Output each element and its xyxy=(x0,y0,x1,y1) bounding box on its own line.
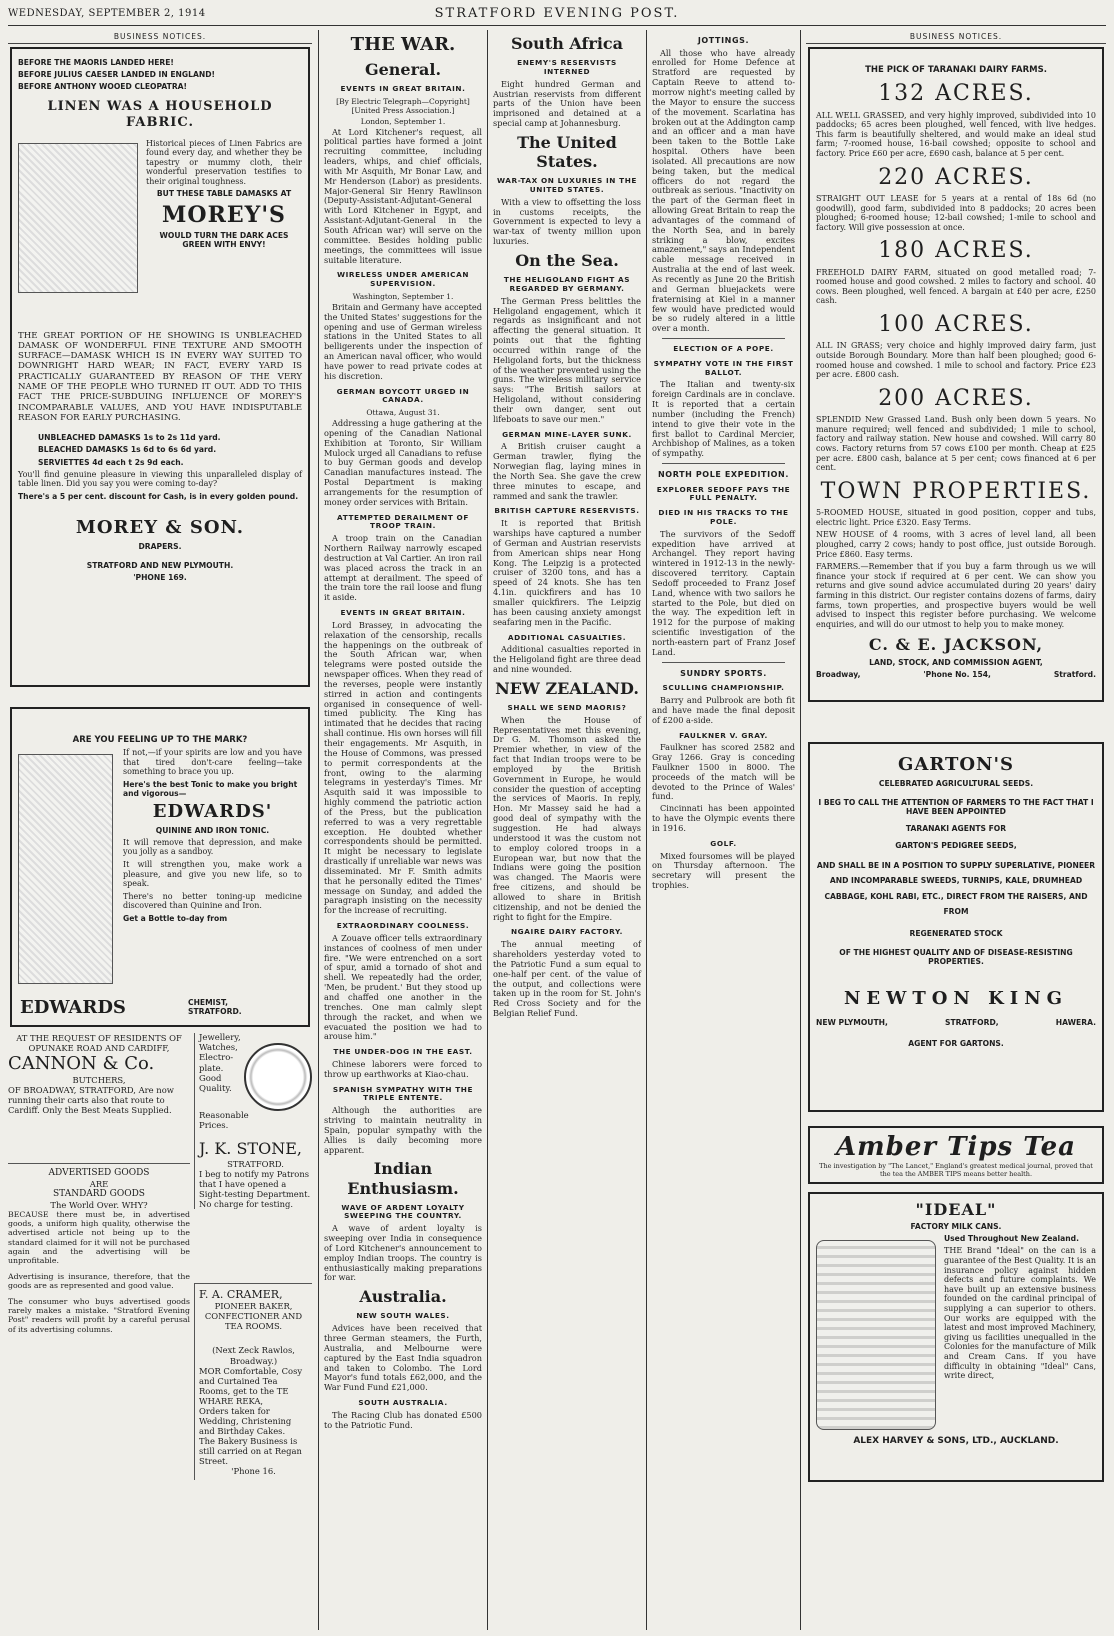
ideal-milk-cans-ad xyxy=(808,1192,1104,1482)
notice-title: ADVERTISED GOODS xyxy=(48,1168,150,1178)
section-heading: General. xyxy=(364,59,442,79)
article-heading: SYMPATHY VOTE IN THE FIRST BALLOT. xyxy=(653,358,794,377)
listing-text: SPLENDID New Grassed Land. Bush only been down 5 years. No manure required; well fenced and subdivided; 1 mile to school, factory and railway station. New house and cowshed. Will carry 80 cows. Factory returns from 57 cows £100 per month. Cheap at £25 per acre. £800 cash, balance at 5 per cent; cows financed at 6 per cent. xyxy=(816,415,1096,473)
section-heading: On the Sea. xyxy=(515,251,619,270)
listing-text: ALL WELL GRASSED, and very highly improved, subdivided into 10 paddocks; 65 acres been ploughed, well fenced, with live hedges. This farm is beautifully sheltered, and would make an ideal stud farm; 7-roomed house, 16-bail cowshed; opposite to school and factory. Price £60 per acre, £690 cash, balance at 5 per cent. xyxy=(816,110,1096,158)
ad-line: Orders taken for Wedding, Christening and Birthday Cakes. xyxy=(199,1405,292,1437)
article-heading: THE HELIGOLAND FIGHT AS REGARDED BY GERMANY. xyxy=(503,275,631,293)
article-body: Eight hundred German and Austrian reservists from different parts of the Union have been imprisoned and detained at a special camp at Johannesburg. xyxy=(493,78,641,129)
article-body: Chinese laborers were forced to throw up earthworks at Kiao-chau. xyxy=(324,1058,482,1079)
article-body: It is reported that British warships have captured a number of German and Austrian reservists from American ships near Hong Kong. The Leipzig is a protected cruiser of 3200 tons, and has a speed of 24 knots. She has ten 4.1in. quickfirers and has 10 smaller quickfirers. The Leipzig has been causing anxiety amongst seafaring men in the Pacific. xyxy=(493,518,641,627)
ad-line: AGENT FOR GARTONS. xyxy=(908,1038,1004,1048)
town: HAWERA. xyxy=(1055,1017,1096,1027)
article-heading: WIRELESS UNDER AMERICAN SUPERVISION. xyxy=(336,270,470,289)
firm-role: LAND, STOCK, AND COMMISSION AGENT, xyxy=(869,657,1043,667)
article-body: Britain and Germany have accepted the United States' suggestions for the opening and use of German wireless stations in the United States to all belligerents under the inspection of an American naval officer, who would have power to read private codes at his discretion. xyxy=(324,301,482,381)
column-war-news xyxy=(489,30,645,1630)
ad-items: Jewellery, Watches, Electro-plate. Good Quality. Reasonable Prices. xyxy=(199,1033,249,1132)
ad-line: OF THE HIGHEST QUALITY AND OF DISEASE-RESISTING PROPERTIES. xyxy=(839,948,1073,967)
article-body: The survivors of the Sedoff expedition have arrived at Archangel. They report having wintered in 1912-13 in the newly-discovered territory. Captain Sedoff proceeded to Franz Josef Land, whence with two sailors he started to the Pole, but died on the way. The expedition left in 1912 for the purpose of making scientific investigation of the north-eastern part of Franz Josef Land. xyxy=(652,528,795,657)
divider xyxy=(662,662,785,663)
ad-line: GARTON'S PEDIGREE SEEDS, xyxy=(895,841,1017,851)
article-body: The German Press belittles the Heligoland engagement, which it regards as insignificant and not affecting the general situation. It points out that the fighting occurred within range of the Heligoland forts, but the thickness of the weather prevented using the guns. The wireless military service says: "The British sailors at Heligoland, without considering their own danger, sent out lifeboats to save our men." xyxy=(493,295,641,424)
article-body: Lord Brassey, in advocating the relaxation of the censorship, recalls the happenings on the outbreak of the South African war, when telegrams were posted outside the newspaper offices. When they read of the reverses, people were instantly stirred in action and contingents organised in consequence of well-timed publicity. The King has intimated that he decides that racing shall continue. His own horses will fill their engagements. Mr Asquith, in the House of Commons, was pressed to permit correspondents at the front, owing to the alarming telegrams in yesterday's Times. Mr Asquith said it was impossible to highly commend the patriotic action of the Press, but the publication referred to was a very regrettable exception. He doubted whether correspondents should be permitted. It might be necessary to legislate drastically if unreliable war news was disseminated. Mr F. Smith admits that he personally edited the Times' message on Sunday, and added the paragraph insisting on the necessity for the increase of recruiting. xyxy=(324,619,482,916)
firm-name: J. K. STONE, xyxy=(199,1139,302,1159)
firm-phone: 'PHONE 169. xyxy=(133,572,187,582)
ad-line: The Bakery Business is still carried on at Regan Street. xyxy=(199,1436,302,1467)
firm-name: ALEX HARVEY & SONS, LTD., AUCKLAND. xyxy=(853,1436,1059,1447)
column-rule xyxy=(646,30,647,1630)
price-line: UNBLEACHED DAMASKS 1s to 2s 11d yard. xyxy=(38,433,221,443)
firm-town: STRATFORD AND NEW PLYMOUTH. xyxy=(86,560,234,570)
ad-line: OF BROADWAY, STRATFORD, Are now running their carts also that route to Cardiff. Only the Best Meats Supplied. xyxy=(8,1084,174,1115)
column-jottings xyxy=(648,30,799,1630)
notice-title: ARE xyxy=(89,1178,109,1189)
article-heading: WAVE OF ARDENT LOYALTY SWEEPING THE COUNTRY. xyxy=(341,1202,465,1221)
listing-text: STRAIGHT OUT LEASE for 5 years at a rental of 18s 6d (no goodwill), good farm, subdivided into 8 paddocks; 20 acres been ploughed; 6-roomed house; 12-bail cowshed; 1-mile to school and factory. Will give possession at once. xyxy=(816,193,1096,232)
article-heading: GERMAN MINE-LAYER SUNK. xyxy=(502,429,632,439)
discount-line: There's a 5 per cent. discount for Cash, is in every golden pound. xyxy=(18,491,299,501)
article-heading: ATTEMPTED DERAILMENT OF TROOP TRAIN. xyxy=(337,512,469,531)
section-heading: South Africa xyxy=(510,34,624,53)
article-heading: EVENTS IN GREAT BRITAIN. xyxy=(340,83,466,93)
article-heading: EXPLORER SEDOFF PAYS THE FULL PENALTY. xyxy=(656,484,791,503)
lower-ads xyxy=(8,1033,312,1553)
article-body: The annual meeting of shareholders yesterday voted to the Patriotic Fund a sum equal to one-half per cent. of the value of the output, and collections were taken up in the room for St. John's Red Cross Society and for the Belgian Relief Fund. xyxy=(493,939,641,1019)
gentleman-illustration xyxy=(18,754,113,984)
acreage-heading: 100 ACRES. xyxy=(878,312,1034,338)
article-heading: ELECTION OF A POPE. xyxy=(673,344,774,354)
article-heading: ADDITIONAL CASUALTIES. xyxy=(507,632,627,642)
article-body: A British cruiser caught a German trawler, flying the Norwegian flag, laying mines in the North Sea. She gave the crew three minutes to escape, and rammed and sank the trawler. xyxy=(493,441,641,501)
section-heading: The United States. xyxy=(517,132,617,172)
section-heading: NORTH POLE EXPEDITION. xyxy=(658,470,789,480)
ad-line: AND SHALL BE IN A POSITION TO SUPPLY SUPERLATIVE, PIONEER AND INCOMPARABLE SWEEDS, TURNIPS, KALE, DRUMHEAD CABBAGE, KOHL RABI, ETC., DIRECT FROM THE RAISERS, AND FROM xyxy=(816,861,1096,916)
notice-body: The consumer who buys advertised goods rarely makes a mistake. "Stratford Evening Post" readers will profit by a careful perusal of its advertising columns. xyxy=(8,1296,190,1334)
dateline: Washington, September 1. xyxy=(352,291,454,301)
section-heading: JOTTINGS. xyxy=(697,36,750,45)
advertised-goods-notice xyxy=(8,1163,190,1334)
ad-body: THE GREAT PORTION OF HE SHOWING IS UNBLEACHED DAMASK OF WONDERFUL FINE TEXTURE AND SMOOTH SURFACE—DAMASK WHICH IS IN EVERY WAY SUITED TO DOWNRIGHT HARD WEAR; IN FACT, EVERY YARD IS PRACTICALLY GUARANTEED BY REASON OF THE VERY NAME OF THE PEOPLE WHO TURNED IT OUT. ADD TO THIS FACT THE PRICE-SUBDUING INFLUENCE OF MOREY'S INCOMPARABLE VALUES, AND YOU HAVE INDISPUTABLE REASON FOR EARLY PURCHASING. xyxy=(18,330,302,424)
firm-name: MOREY & SON. xyxy=(75,516,245,538)
ad-line: Here's the best Tonic to make you bright and vigorous— xyxy=(123,779,298,799)
article-heading: SHALL WE SEND MAORIS? xyxy=(507,702,627,712)
article-body: A troop train on the Canadian Northern Railway narrowly escaped destruction at Val Cartier. An iron rail was placed across the track in an attempt at derailment. The speed of the train tore the rail loose and flung it aside. xyxy=(324,533,482,603)
ad-body: If not,—if your spirits are low and you have that tired don't-care feeling—take something to brace you up. xyxy=(123,748,302,777)
acreage-heading: 132 ACRES. xyxy=(878,81,1034,107)
firm-name: NEWTON KING xyxy=(843,988,1069,1010)
morey-linen-ad xyxy=(10,47,310,687)
divider xyxy=(662,463,785,464)
price-line: SERVIETTES 4d each t 2s 9d each. xyxy=(38,457,184,467)
article-body: Additional casualties reported in the Heligoland fight are three dead and nine wounded. xyxy=(493,644,641,674)
article-body: When the House of Representatives met this evening, Dr G. M. Thomson asked the Premier whether, in view of the fact that Indian troops were to be employed by the British Government in Europe, he would consider the question of accepting the services of Maoris. In reply, Hon. Mr Massey said he had a good deal of sympathy with the suggestion. He had always understood it was the custom not to employ colored troops in a European war, but now that the Indians were going the position was changed. The Maoris were free citizens, and should be allowed to share in British citizenship, and not be denied the right to fight for the Empire. xyxy=(493,714,641,922)
town: STRATFORD, xyxy=(945,1017,999,1027)
ad-question: ARE YOU FEELING UP TO THE MARK? xyxy=(72,735,248,745)
article-body: Advices have been received that three German steamers, the Furth, Australia, and Melbourne were captured by the East India squadron and taken to Colombo. The Lord Mayor's fund totals £62,000, and the War Fund Fund £21,000. xyxy=(324,1323,482,1393)
brand-name: MOREY'S xyxy=(162,201,286,228)
ad-line: FACTORY MILK CANS. xyxy=(910,1222,1002,1232)
column-rule xyxy=(800,30,801,1630)
notice-title: STANDARD GOODS xyxy=(53,1188,145,1199)
garton-seeds-ad xyxy=(808,742,1104,1112)
divider xyxy=(662,338,785,339)
ad-line: CELEBRATED AGRICULTURAL SEEDS. xyxy=(878,778,1034,788)
ad-line: WOULD TURN THE DARK ACES GREEN WITH ENVY! xyxy=(159,230,289,250)
article-body: Mixed foursomes will be played on Thursday afternoon. The secretary will present the trophies. xyxy=(652,850,795,891)
notice-title: The World Over. WHY? xyxy=(50,1199,148,1210)
address-town: Stratford. xyxy=(1053,669,1096,679)
article-body: With a view to offsetting the loss in customs receipts, the Government is expected to levy a war-tax of twenty million upon luxuries. xyxy=(493,196,641,247)
notice-body: Advertising is insurance, therefore, that the goods are as represented and good value. xyxy=(8,1271,190,1291)
ad-body: I beg to notify my Patrons that I have opened a Sight-testing Department. No charge for testing. xyxy=(199,1168,311,1209)
ad-line: BEFORE THE MAORIS LANDED HERE! xyxy=(18,58,174,67)
acreage-heading: 200 ACRES. xyxy=(878,385,1034,411)
ad-line: BEFORE ANTHONY WOOED CLEOPATRA! xyxy=(18,82,188,92)
article-heading: DIED IN HIS TRACKS TO THE POLE. xyxy=(658,508,789,526)
ad-headline: LINEN WAS A HOUSEHOLD FABRIC. xyxy=(47,99,273,130)
ad-line: QUININE AND IRON TONIC. xyxy=(155,825,270,835)
article-heading: GERMAN BOYCOTT URGED IN CANADA. xyxy=(336,386,470,405)
dateline: Ottawa, August 31. xyxy=(366,408,440,418)
woman-weaving-illustration xyxy=(18,143,138,293)
article-heading: BRITISH CAPTURE RESERVISTS. xyxy=(494,506,640,516)
section-heading: NEW ZEALAND. xyxy=(495,678,639,698)
firm-town: STRATFORD. xyxy=(227,1158,284,1169)
brand-name: EDWARDS' xyxy=(152,801,273,823)
article-heading: NGAIRE DAIRY FACTORY. xyxy=(510,927,624,937)
article-body: Addressing a huge gathering at the opening of the Canadian National Exhibition at Toronto, Sir William Mulock urged all Canadians to refuse to buy German goods and develop Canadian manufactures instead. The Postal Department is making arrangements for the resumption of money order services with Britain. xyxy=(324,418,482,507)
section-heading: Indian Enthusiasm. xyxy=(347,1159,459,1198)
ad-body: You'll find genuine pleasure in viewing this unparalleled display of table linen. Did you say you were coming to-day? xyxy=(18,469,302,489)
article-heading: EVENTS IN GREAT BRITAIN. xyxy=(340,608,466,618)
section-heading: SUNDRY SPORTS. xyxy=(680,668,767,678)
article-heading: SPANISH SYMPATHY WITH THE TRIPLE ENTENTE. xyxy=(332,1084,474,1103)
chemist-role: CHEMIST, STRATFORD. xyxy=(188,997,242,1016)
ad-line: BEFORE JULIUS CAESER LANDED IN ENGLAND! xyxy=(18,70,215,80)
article-heading: FAULKNER V. GRAY. xyxy=(679,730,768,740)
article-heading: EXTRAORDINARY COOLNESS. xyxy=(336,921,470,931)
ad-line: BUT THESE TABLE DAMASKS AT xyxy=(156,189,292,199)
article-body: The Racing Club has donated £500 to the Patriotic Fund. xyxy=(324,1409,482,1430)
acreage-heading: 220 ACRES. xyxy=(878,164,1034,190)
pocket-watch-icon xyxy=(244,1043,312,1111)
article-body: Barry and Pulbrook are both fit and have made the final deposit of £200 a-side. xyxy=(652,694,795,725)
article-body: Cincinnati has been appointed to have the Olympic events there in 1916. xyxy=(652,803,795,833)
ad-body: It will remove that depression, and make you jolly as a sandboy. xyxy=(123,837,302,857)
notice-body: BECAUSE there must be, in advertised goods, a uniform high quality, otherwise the advertised article not being up to the standard claimed for it will not be purchased again and the advertising will be unprofitable. xyxy=(8,1209,190,1266)
ad-body: There's no better toning-up medicine discovered than Quinine and Iron. xyxy=(123,891,302,911)
ad-note: The investigation by "The Lancet," England's greatest medical journal, proved that the tea the AMBER TIPS means better health. xyxy=(819,1162,1093,1178)
listing-text: NEW HOUSE of 4 rooms, with 3 acres of level land, all been ploughed, carry 2 cows; handy to post office, just outside Borough. Price £860. Easy terms. xyxy=(816,530,1096,559)
article-heading: WAR-TAX ON LUXURIES IN THE UNITED STATES. xyxy=(496,176,638,195)
column-rule xyxy=(487,30,488,1630)
section-heading: THE WAR. xyxy=(350,34,456,55)
article-body: Faulkner has scored 2582 and Gray 1266. Gray is conceding Faulkner 1500 in 8000. The proceeds of the match will be devoted to the Prince of Wales' fund. xyxy=(652,742,795,802)
article-heading: SCULLING CHAMPIONSHIP. xyxy=(662,683,785,693)
address-phone: 'Phone No. 154, xyxy=(923,669,991,679)
section-header: BUSINESS NOTICES. xyxy=(8,30,312,44)
milk-can-illustration xyxy=(816,1240,936,1430)
cannon-butchers-ad xyxy=(8,1033,190,1115)
ad-body: It will strengthen you, make work a pleasure, and give you new life, so to speak. xyxy=(123,860,302,889)
firm-trade: BUTCHERS, xyxy=(72,1074,126,1085)
section-header: BUSINESS NOTICES. xyxy=(806,30,1106,44)
ad-line: REGENERATED STOCK xyxy=(909,928,1003,938)
listing-text: FREEHOLD DAIRY FARM, situated on good metalled road; 7-roomed house and good cowshed. 2 miles to factory and school. 40 cows. Been ploughed, well fenced. A bargain at £40 per acre, £250 cash. xyxy=(816,267,1096,306)
acreage-heading: 180 ACRES. xyxy=(878,238,1034,264)
column-business-notices-left xyxy=(4,30,316,1630)
brand-name: "IDEAL" xyxy=(915,1200,997,1219)
ad-line: Get a Bottle to-day from xyxy=(123,914,228,924)
firm-towns xyxy=(816,1018,1096,1027)
article-heading: GOLF. xyxy=(710,838,737,848)
edwards-tonic-ad xyxy=(10,707,310,1027)
column-business-notices-right xyxy=(802,30,1110,1630)
ad-line: (Next Zeck Rawlos, Broadway.) xyxy=(212,1345,295,1366)
town: NEW PLYMOUTH, xyxy=(816,1017,888,1027)
ad-title: THE PICK OF TARANAKI DAIRY FARMS. xyxy=(865,65,1047,75)
amber-tips-tea-ad xyxy=(808,1126,1104,1184)
column-the-war xyxy=(320,30,486,1630)
firm-name: F. A. CRAMER, xyxy=(199,1288,283,1301)
listing-text: ALL IN GRASS; very choice and highly improved dairy farm, just outside Borough Boundary. More than half been ploughed; good 6-roomed house and cowshed. 1 mile to school and factory. Price £23 per acre. £800 cash. xyxy=(816,341,1096,380)
ad-line: MOR Comfortable, Cosy and Curtained Tea Rooms, get to the TE WHARE REKA, xyxy=(199,1365,303,1406)
article-body: All those who have already enrolled for Home Defence at Stratford are requested by Captain Reeve to attend to-morrow night's meeting called by the Mayor to ensure the success of the movement. Scarlatina has broken out at the Addington camp and an officer and a man have been taken to the Bottle Lake hospital. Others have been isolated. All precautions are now being taken, but the medical officers do not regard the outbreak as serious. "Inactivity on the part of the German fleet in allowing Great Britain to reap the advantages of the command of the North Sea, and in barely striking a blow, excites amazement," says an Independent cable message received in Australia at the end of last week. As recently as June 20 the British and German bluejackets were fraternising at Kiel in a manner few would have predicted would be so rudely altered in a little over a month. xyxy=(652,47,795,334)
address-street: Broadway, xyxy=(816,669,861,679)
price-line: BLEACHED DAMASKS 1s 6d to 6s 6d yard. xyxy=(38,445,217,455)
ad-line: I BEG TO CALL THE ATTENTION OF FARMERS TO THE FACT THAT I HAVE BEEN APPOINTED xyxy=(818,797,1094,816)
dateline: London, September 1. xyxy=(360,116,446,126)
column-rule xyxy=(318,30,319,1630)
article-heading: SOUTH AUSTRALIA. xyxy=(358,1398,448,1408)
paper-title: STRATFORD EVENING POST. xyxy=(434,6,680,21)
ad-line: AT THE REQUEST OF RESIDENTS OF OPUNAKE ROAD AND CARDIFF, xyxy=(16,1033,182,1054)
brand-name: Amber Tips Tea xyxy=(835,1132,1076,1162)
article-heading: ENEMY'S RESERVISTS INTERNED xyxy=(517,58,617,76)
byline: [By Electric Telegraph—Copyright] [United Press Association.] xyxy=(336,96,470,115)
ad-line: Used Throughout New Zealand. xyxy=(944,1234,1080,1244)
firm-name: C. & E. JACKSON, xyxy=(868,635,1044,655)
article-body: A Zouave officer tells extraordinary instances of coolness of men under fire. "We were entrenched on a sort of spur, amid a tornado of shot and shell. We repeatedly had the order, 'Men, be prudent.' But they stood up and chaffed one another in the trenches. One man calmly slept through the racket, and when we evacuated the position we had to arouse him." xyxy=(324,932,482,1042)
listing-text: 5-ROOMED HOUSE, situated in good position, copper and tubs, electric light. Price £320. Easy Terms. xyxy=(816,508,1096,527)
ad-line: TARANAKI AGENTS FOR xyxy=(905,823,1007,833)
chemist-name: EDWARDS xyxy=(20,997,126,1019)
firm-trade: PIONEER BAKER, CONFECTIONER AND TEA ROOMS. xyxy=(204,1301,303,1332)
cramer-bakery-ad xyxy=(194,1283,312,1480)
listing-text: FARMERS.—Remember that if you buy a farm through us we will finance your stock if required at 6 per cent. We can show you returns and give sound advice accumulated during 20 years' dairy farming in this district. Our register contains dozens of farms, dairy farms, town properties, and prospective buyers would be well advised to inspect this register before purchasing. We welcome enquiries, and will do our utmost to help you to make money. xyxy=(816,562,1096,629)
article-body: The Italian and twenty-six foreign Cardinals are in conclave. It is reported that a certain number (including the French) intend to give their vote in the first ballot to Cardinal Mercier, Archbishop of Malines, as a token of sympathy. xyxy=(652,379,795,459)
jk-stone-ad xyxy=(194,1033,312,1209)
article-body: A wave of ardent loyalty is sweeping over India in consequence of Lord Kitchener's announcement to employ Indian troops. The country is enthusiastically making preparations for war. xyxy=(324,1223,482,1283)
article-heading: NEW SOUTH WALES. xyxy=(356,1311,450,1321)
section-heading: Australia. xyxy=(359,1287,447,1307)
masthead xyxy=(8,4,1106,26)
article-heading: THE UNDER-DOG IN THE EAST. xyxy=(333,1047,473,1057)
jackson-farms-ad xyxy=(808,47,1104,702)
firm-address xyxy=(816,670,1096,679)
ad-body: THE Brand "Ideal" on the can is a guarantee of the Best Quality. It is an insurance policy against hidden defects and future complaints. We have built up an extensive business founded on the cardinal principal of supplying a can superior to others. Our works are equipped with the latest and most improved Machinery, giving us facilities unequalled in the Colonies for the manufacture of Milk and Cream Cans. If you have difficulty in obtaining "Ideal" Cans, write direct, xyxy=(944,1246,1096,1381)
firm-trade: DRAPERS. xyxy=(138,541,182,551)
article-body: Although the authorities are striving to maintain neutrality in Spain, popular sympathy with the Allies is daily becoming more apparent. xyxy=(324,1105,482,1155)
issue-date: WEDNESDAY, SEPTEMBER 2, 1914 xyxy=(8,8,206,19)
firm-name: CANNON & Co. xyxy=(8,1053,155,1075)
article-body: At Lord Kitchener's request, all political parties have formed a joint recruiting committee, including leaders, whips, and chief officials, with Mr Asquith, Mr Bonar Law, and Mr Henderson (Labor) as presidents. Major-General Sir Henry Rawlinson (Deputy-Assistant-Adjutant-General with Lord Kitchener in Egypt, and Assistant-Adjutant-General in the South African war) will serve on the committee. Besides holding public meetings, the committees will issue suitable literature. xyxy=(324,126,482,265)
ad-body: Historical pieces of Linen Fabrics are found every day, and whether they be tapestry or mummy cloth, their wonderful preservation testifies to their original toughness. xyxy=(146,138,302,186)
ad-line: 'Phone 16. xyxy=(231,1466,276,1477)
brand-name: GARTON'S xyxy=(897,754,1015,775)
town-properties-heading: TOWN PROPERTIES. xyxy=(820,478,1092,504)
